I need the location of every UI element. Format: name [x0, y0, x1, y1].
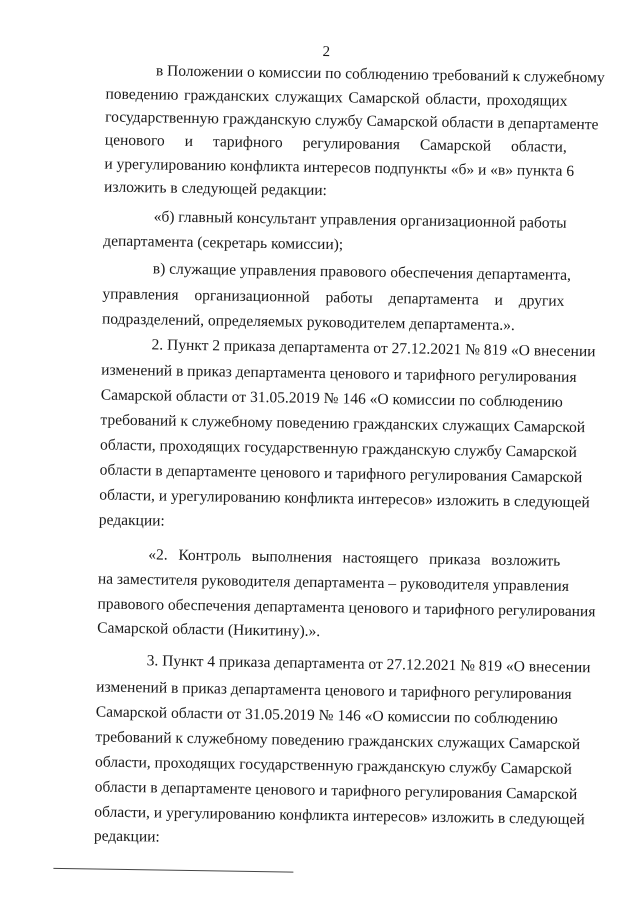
text-line: области, проходящих государственную гражданскую службу Самарской	[94, 753, 573, 778]
text-line: редакции:	[93, 827, 160, 846]
text-line: области в департаменте ценового и тарифного регулирования Самарской	[99, 461, 583, 487]
text-line: редакции:	[98, 511, 165, 530]
text-line: области, и урегулированию конфликта интересов» изложить в следующей	[99, 486, 590, 512]
text-line: «2. Контроль выполнения настоящего приказа возложить	[148, 546, 561, 570]
page-number: 2	[322, 43, 331, 61]
text-line: области в департаменте ценового и тарифного регулирования Самарской	[94, 778, 578, 804]
footer-rule	[53, 868, 293, 873]
text-line: Самарской области (Никитину).».	[97, 619, 321, 641]
text-line: области, проходящих государственную гражданскую службу Самарской	[99, 436, 578, 462]
document-body	[7, 0, 640, 846]
text-line: управления организационной работы департамента и других	[102, 285, 565, 310]
text-line: требований к служебному поведению гражданских служащих Самарской	[100, 411, 586, 437]
text-line: изменений в приказ департамента ценового и тарифного регулирования	[96, 678, 572, 703]
text-line: ценового и тарифного регулирования Самарской области,	[104, 131, 567, 156]
text-line: Самарской области от 31.05.2019 № 146 «О комиссии по соблюдению	[95, 703, 558, 728]
text-line: изложить в следующей редакции:	[103, 178, 328, 200]
text-line: департамента (секретарь комиссии);	[103, 232, 344, 254]
text-line: 2. Пункт 2 приказа департамента от 27.12.2021 № 819 «О внесении	[151, 336, 596, 361]
text-line: государственную гражданскую службу Самарской области в департаменте	[105, 108, 599, 134]
text-line: в Положении о комиссии по соблюдению требований к служебному	[155, 62, 605, 87]
text-line: правового обеспечения департамента ценового и тарифного регулирования	[97, 595, 596, 621]
text-line: «б) главный консультант управления организационной работы	[153, 208, 567, 232]
text-line: требований к служебному поведению гражданских служащих Самарской	[95, 728, 581, 754]
text-line: в) служащие управления правового обеспечения департамента,	[152, 260, 572, 284]
text-line: поведению гражданских служащих Самарской области, проходящих	[105, 85, 568, 110]
text-line: области, и урегулированию конфликта интересов» изложить в следующей	[94, 803, 585, 829]
text-line: на заместителя руководителя департамента – руководителя управления	[97, 570, 570, 595]
text-line: 3. Пункт 4 приказа департамента от 27.12.2021 № 819 «О внесении	[146, 652, 591, 677]
text-line: и урегулированию конфликта интересов подпункты «б» и «в» пункта 6	[104, 155, 575, 180]
text-line: изменений в приказ департамента ценового и тарифного регулирования	[101, 361, 577, 387]
text-line: Самарской области от 31.05.2019 № 146 «О комиссии по соблюдению	[100, 386, 563, 411]
text-line: подразделений, определяемых руководителем департамента.».	[101, 310, 516, 335]
